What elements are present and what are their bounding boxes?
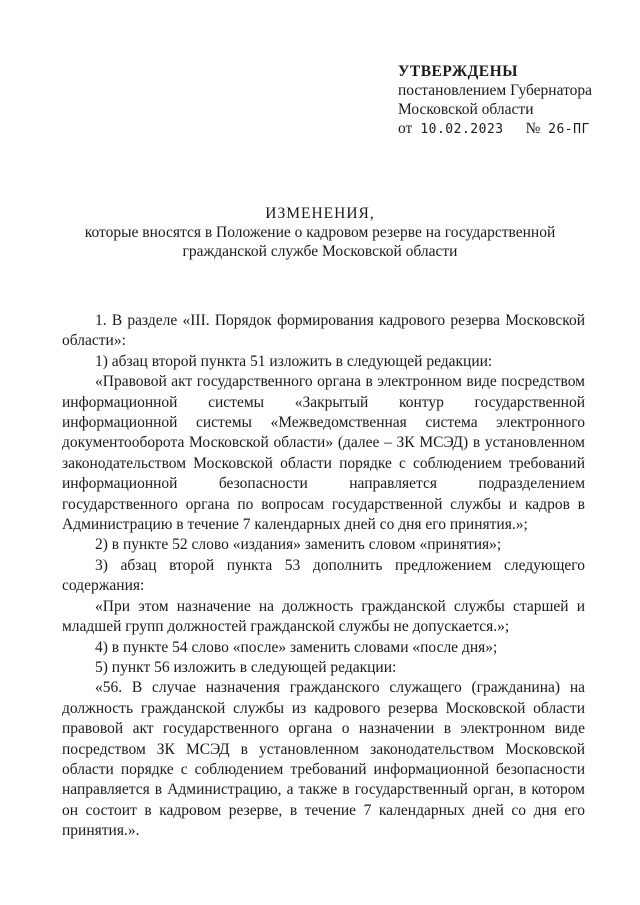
paragraph-item-4: 4) в пункте 54 слово «после» заменить словами «после дня»; (95, 638, 498, 656)
number-prefix: № (525, 120, 541, 137)
approval-stamp (398, 62, 592, 139)
date-prefix: от (398, 120, 413, 137)
paragraph-item-3: 3) абзац второй пункта 53 дополнить предложением следующего содержания: (62, 556, 585, 595)
paragraph-quote-56: «56. В случае назначения гражданского служащего (гражданина) на должность гражданской службы из кадрового резерва Московской области правовой акт государственного органа о назначении в электронном виде посредством ЗК МСЭД в установленном законодательством Московской области порядке с соблюдением требований информационной безопасности направляется в Администрацию, а также в государственный орган, в котором он состоит в кадровом резерве, в течение 7 календарных дней со дня его принятия.». (62, 679, 585, 840)
approval-date-line (398, 119, 592, 139)
approval-number: 26-ПГ (548, 122, 590, 137)
paragraph-item-1: 1) абзац второй пункта 51 изложить в следующей редакции: (95, 352, 493, 370)
approval-title: УТВЕРЖДЕНЫ (398, 63, 518, 80)
paragraph-quote-51: «Правовой акт государственного органа в электронном виде посредством информационной системы «Закрытый контур государственной информационной системы «Межведомственная система электронного документооборота Московской области» (далее – ЗК МСЭД) в установленном законодательством Московской области порядке с соблюдением требований информационной безопасности направляется подразделением государственного органа по вопросам государственной службы и кадров в Администрацию в течение 7 календарных дней со дня его принятия.»; (62, 373, 585, 534)
approval-line-2: Московской области (398, 101, 534, 118)
heading-subtitle-line-1: которые вносятся в Положение о кадровом резерве на государственной (84, 224, 556, 241)
paragraph-quote-53: «При этом назначение на должность гражданской службы старшей и младшей групп должностей гражданской службы не допускается.»; (62, 597, 585, 636)
document-heading (60, 204, 580, 261)
paragraph-section-1: 1. В разделе «III. Порядок формирования кадрового резерва Московской области»: (62, 312, 585, 350)
approval-line-1: постановлением Губернатора (398, 82, 593, 99)
approval-date: 10.02.2023 (420, 122, 504, 137)
heading-title: ИЗМЕНЕНИЯ, (265, 205, 375, 222)
heading-subtitle-line-2: гражданской службе Московской области (182, 243, 458, 260)
paragraph-item-5: 5) пункт 56 изложить в следующей редакции: (95, 658, 397, 676)
paragraph-item-2: 2) в пункте 52 слово «издания» заменить словом «принятия»; (95, 536, 502, 554)
document-body (62, 311, 585, 842)
